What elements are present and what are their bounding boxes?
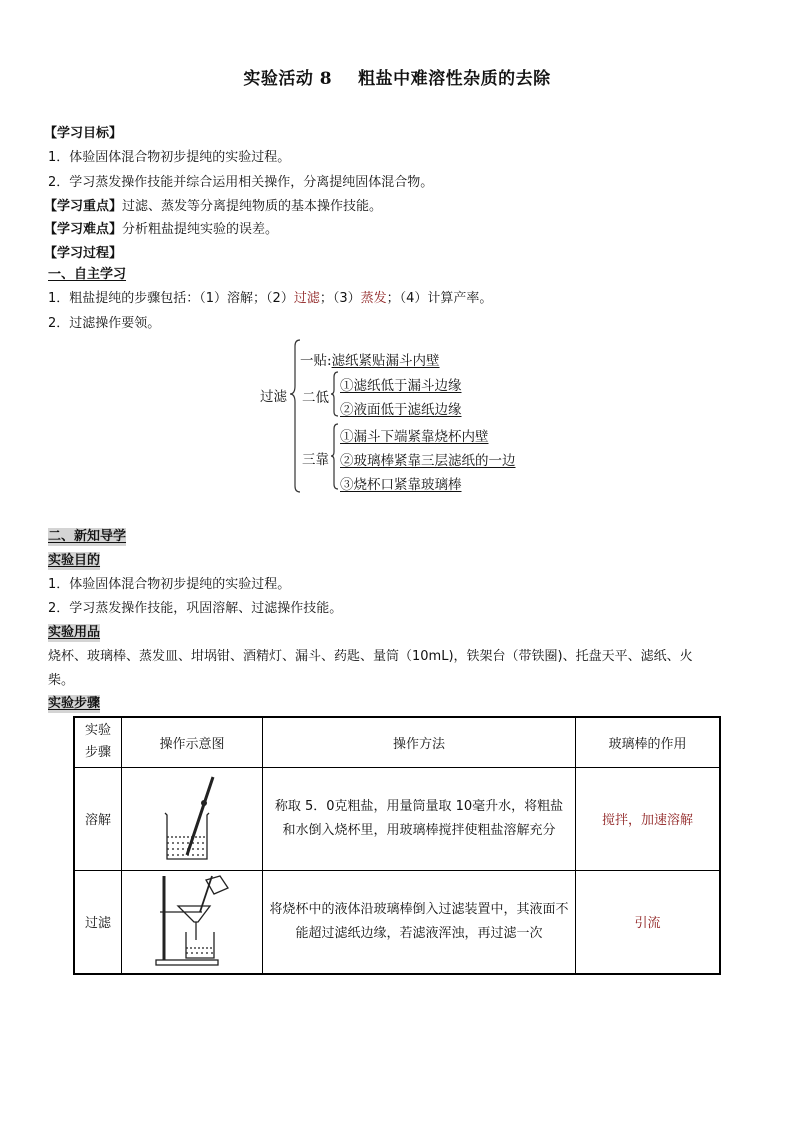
tree-three-label: 三靠	[302, 452, 329, 468]
focus-text: 过滤、蒸发等分离提纯物质的基本操作技能。	[122, 199, 383, 214]
tree-one-text: 滤纸紧贴漏斗内壁	[331, 353, 440, 369]
tree-two-label: 二低	[302, 390, 329, 406]
tree-one	[300, 349, 440, 369]
objective-item-2: 2．学习蒸发操作技能并综合运用相关操作，分离提纯固体混合物。	[48, 175, 434, 190]
supplies-line-2: 柴。	[48, 673, 75, 688]
focus-heading: 【学习重点】	[44, 199, 123, 214]
supplies-line-1: 烧杯、玻璃棒、蒸发皿、坩埚钳、酒精灯、漏斗、药匙、量筒（10mL)，铁架台（带铁圈)、托盘天平、滤纸、火	[48, 649, 693, 664]
purpose-item-2: 2．学习蒸发操作技能，巩固溶解、过滤操作技能。	[48, 601, 343, 616]
header-role: 玻璃棒的作用	[576, 717, 721, 767]
objectives-heading: 【学习目标】	[44, 126, 123, 141]
two-brace	[331, 372, 338, 416]
beaker-stirring-icon	[155, 771, 229, 863]
table-row	[74, 767, 720, 870]
row-role: 引流	[576, 870, 721, 974]
title-activity-name: 粗盐中难溶性杂质的去除	[358, 69, 551, 89]
section1-item-2: 2．过滤操作要领。	[48, 316, 161, 331]
tree-root: 过滤	[260, 389, 287, 405]
supplies-heading: 实验用品	[48, 625, 101, 640]
steps-table	[73, 716, 721, 975]
item1-prefix: 1．粗盐提纯的步骤包括：（1）溶解；（2）	[48, 291, 294, 306]
header-step-line-2: 步骤	[84, 745, 111, 761]
tree-two-item-2: ②液面低于滤纸边缘	[340, 402, 462, 418]
purpose-item-1: 1．体验固体混合物初步提纯的实验过程。	[48, 577, 291, 592]
difficulty-heading: 【学习难点】	[44, 222, 123, 237]
header-method: 操作方法	[263, 717, 576, 767]
header-diagram: 操作示意图	[122, 717, 263, 767]
item1-mid: ；（3）	[319, 291, 361, 306]
tree-two-item-1: ①滤纸低于漏斗边缘	[340, 378, 462, 394]
header-step	[74, 717, 122, 767]
steps-heading: 实验步骤	[48, 696, 101, 711]
section2-heading: 二、新知导学	[48, 529, 127, 544]
tree-three-item-2: ②玻璃棒紧靠三层滤纸的一边	[340, 453, 516, 469]
row-diagram	[122, 767, 263, 870]
answer-filter: 过滤	[293, 291, 320, 306]
table-header-row	[74, 717, 720, 767]
table-row	[74, 870, 720, 974]
row-step: 溶解	[74, 767, 122, 870]
tree-three-item-3: ③烧杯口紧靠玻璃棒	[340, 477, 462, 493]
process-heading: 【学习过程】	[44, 246, 123, 261]
difficulty-text: 分析粗盐提纯实验的误差。	[122, 222, 279, 237]
objective-item-1: 1．体验固体混合物初步提纯的实验过程。	[48, 150, 291, 165]
main-brace	[290, 340, 300, 492]
row-role: 搅拌，加速溶解	[576, 767, 721, 870]
row-method: 将烧杯中的液体沿玻璃棒倒入过滤装置中，其液面不能超过滤纸边缘，若滤液浑浊，再过滤一次	[263, 870, 576, 974]
item1-suffix: ；（4）计算产率。	[386, 291, 493, 306]
three-brace	[331, 424, 338, 489]
row-step: 过滤	[74, 870, 122, 974]
purpose-heading: 实验目的	[48, 553, 101, 568]
row-diagram	[122, 870, 263, 974]
title-activity-number: 实验活动 8	[243, 69, 333, 89]
tree-one-label: 一贴:	[300, 353, 332, 369]
header-step-line-1: 实验	[84, 723, 111, 739]
answer-evaporate: 蒸发	[360, 291, 387, 306]
row-method: 称取 5．0克粗盐，用量筒量取 10毫升水，将粗盐和水倒入烧杯里，用玻璃棒搅拌使粗盐溶解充分	[263, 767, 576, 870]
tree-three-item-1: ①漏斗下端紧靠烧杯内壁	[340, 429, 489, 445]
filtration-apparatus-icon	[152, 872, 232, 968]
section1-heading: 一、自主学习	[48, 267, 127, 282]
